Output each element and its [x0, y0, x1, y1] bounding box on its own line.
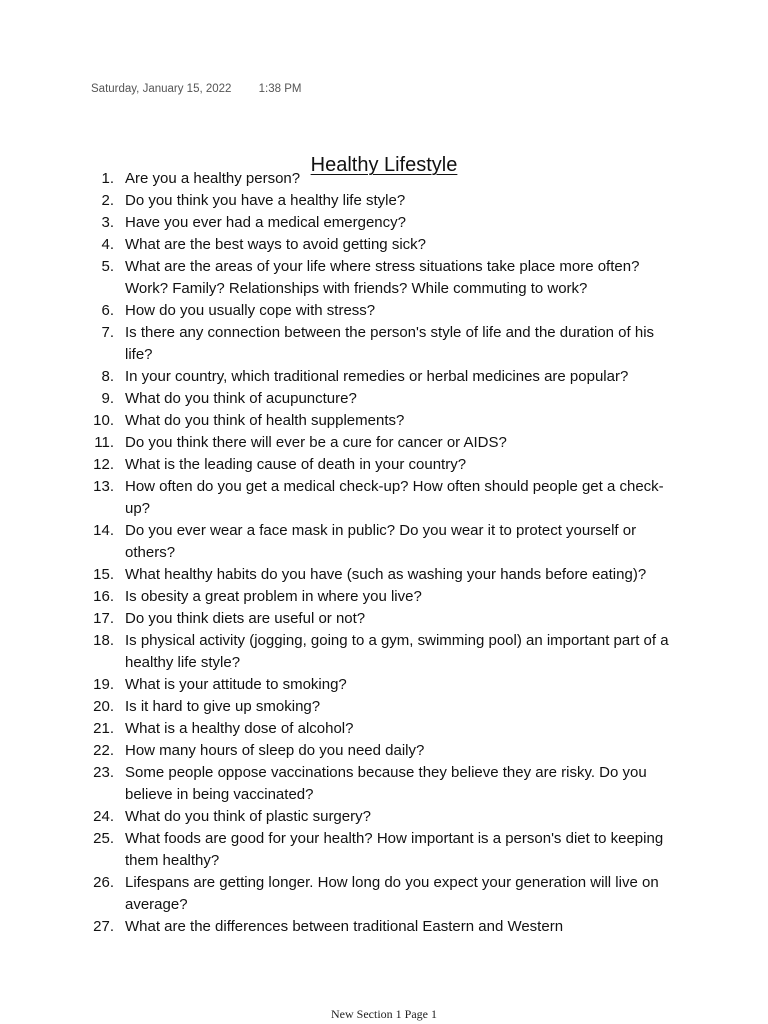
question-item [0, 806, 768, 828]
question-number: 27. [93, 918, 114, 935]
question-number: 7. [101, 324, 114, 341]
question-text: Some people oppose vaccinations because they believe they are risky. Do you believe in being vaccinated? [125, 764, 647, 803]
question-number: 15. [93, 566, 114, 583]
question-text: In your country, which traditional remedies or herbal medicines are popular? [125, 368, 629, 385]
question-item [0, 608, 768, 630]
page-timestamp [91, 83, 301, 95]
question-item [0, 762, 768, 806]
question-text: How do you usually cope with stress? [125, 302, 376, 319]
question-item [0, 564, 768, 586]
question-item [0, 872, 768, 916]
question-number: 10. [93, 412, 114, 429]
question-text: Are you a healthy person? [125, 170, 301, 187]
question-item [0, 432, 768, 454]
question-text: What is a healthy dose of alcohol? [125, 720, 354, 737]
question-number: 22. [93, 742, 114, 759]
question-number: 21. [93, 720, 114, 737]
question-number: 19. [93, 676, 114, 693]
page-time: 1:38 PM [258, 83, 302, 95]
question-text: Do you think there will ever be a cure for cancer or AIDS? [125, 434, 507, 451]
question-item [0, 410, 768, 432]
question-number: 9. [101, 390, 114, 407]
question-number: 16. [93, 588, 114, 605]
question-number: 11. [94, 434, 114, 451]
page-title-text: Healthy Lifestyle [310, 154, 458, 176]
question-item [0, 586, 768, 608]
question-text: What is your attitude to smoking? [125, 676, 347, 693]
question-item [0, 630, 768, 674]
question-number: 2. [101, 192, 114, 209]
question-number: 12. [93, 456, 114, 473]
page-footer: New Section 1 Page 1 [331, 1007, 437, 1021]
question-number: 18. [93, 632, 114, 649]
question-item [0, 476, 768, 520]
question-number: 20. [93, 698, 114, 715]
question-text: What are the areas of your life where stress situations take place more often? Work? Family? Relationships with friends? While commuting to work? [125, 258, 640, 297]
question-number: 17. [93, 610, 114, 627]
question-text: Have you ever had a medical emergency? [125, 214, 406, 231]
question-text: Do you think diets are useful or not? [125, 610, 366, 627]
question-item [0, 300, 768, 322]
question-text: Is there any connection between the person's style of life and the duration of his life? [125, 324, 655, 363]
question-item [0, 696, 768, 718]
question-text: Is it hard to give up smoking? [125, 698, 321, 715]
question-item [0, 366, 768, 388]
question-number: 25. [93, 830, 114, 847]
question-text: Is obesity a great problem in where you live? [125, 588, 422, 605]
question-text: What do you think of plastic surgery? [125, 808, 371, 825]
question-text: What are the best ways to avoid getting sick? [125, 236, 426, 253]
question-number: 8. [101, 368, 114, 385]
question-text: How many hours of sleep do you need daily? [125, 742, 425, 759]
question-number: 13. [93, 478, 114, 495]
question-text: What do you think of health supplements? [125, 412, 405, 429]
question-item [0, 234, 768, 256]
question-text: What are the differences between traditional Eastern and Western [125, 918, 564, 935]
question-item [0, 454, 768, 476]
question-item [0, 718, 768, 740]
question-text: What is the leading cause of death in your country? [125, 456, 467, 473]
question-item [0, 828, 768, 872]
question-number: 24. [93, 808, 114, 825]
question-item [0, 322, 768, 366]
question-text: Do you ever wear a face mask in public? Do you wear it to protect yourself or others? [125, 522, 637, 561]
question-text: What healthy habits do you have (such as washing your hands before eating)? [125, 566, 647, 583]
question-item [0, 916, 768, 938]
question-number: 26. [93, 874, 114, 891]
question-text: Do you think you have a healthy life style? [125, 192, 406, 209]
question-item [0, 388, 768, 410]
question-number: 3. [101, 214, 114, 231]
question-item [0, 520, 768, 564]
question-number: 4. [101, 236, 114, 253]
question-item [0, 740, 768, 762]
question-number: 1. [101, 170, 114, 187]
question-item [0, 256, 768, 300]
question-number: 6. [101, 302, 114, 319]
question-item [0, 212, 768, 234]
question-text: Lifespans are getting longer. How long do you expect your generation will live on average? [125, 874, 659, 913]
question-list [0, 168, 768, 938]
question-text: What foods are good for your health? How important is a person's diet to keeping them healthy? [125, 830, 664, 869]
question-number: 5. [101, 258, 114, 275]
question-item [0, 674, 768, 696]
question-text: What do you think of acupuncture? [125, 390, 357, 407]
question-text: Is physical activity (jogging, going to a gym, swimming pool) an important part of a healthy life style? [125, 632, 669, 671]
question-item [0, 190, 768, 212]
question-number: 23. [93, 764, 114, 781]
page-date: Saturday, January 15, 2022 [91, 83, 232, 95]
question-number: 14. [93, 522, 114, 539]
question-item [0, 168, 768, 190]
question-text: How often do you get a medical check-up? How often should people get a check-up? [125, 478, 664, 517]
